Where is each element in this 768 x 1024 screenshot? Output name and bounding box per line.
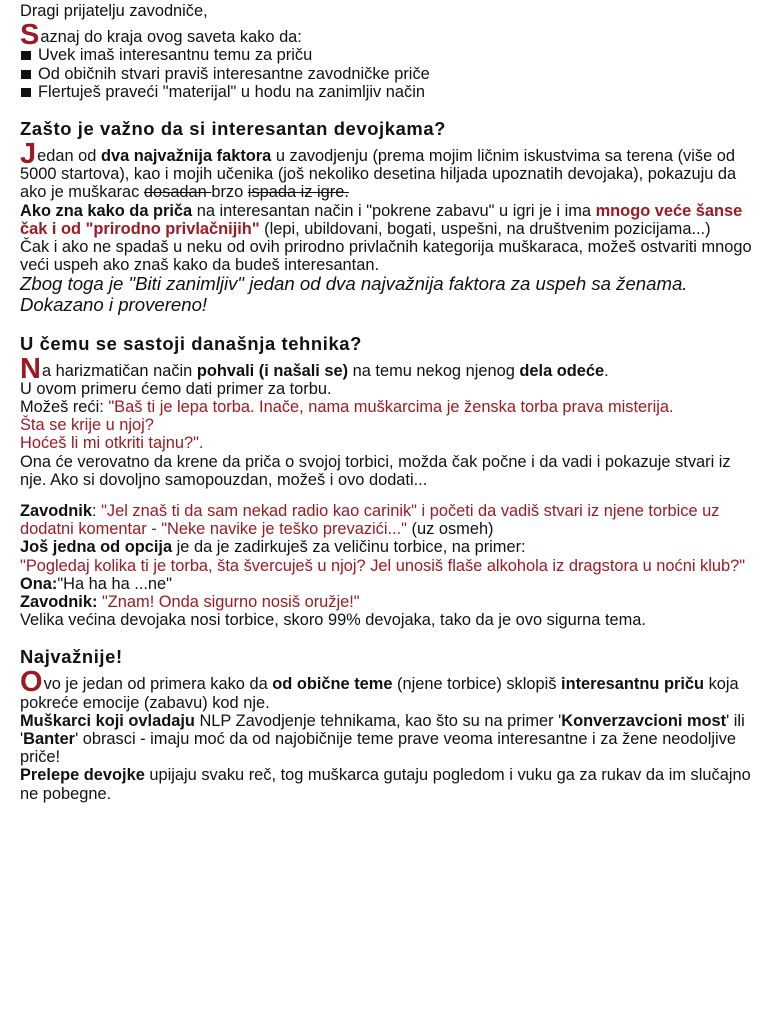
list-item: Od običnih stvari praviš interesantne zavodničke priče [20, 65, 760, 83]
greeting: Dragi prijatelju zavodniče, [20, 2, 208, 20]
intro-paragraph: Saznaj do kraja ovog saveta kako da: [20, 19, 302, 52]
benefit-list [20, 46, 760, 101]
body-paragraph: Ona će verovatno da krene da priča o svojoj torbici, možda čak počne i da vadi i pokazuje stvari iz nje. Ako si dovoljno samopouzdan, možeš i ovo dodati... [20, 452, 731, 489]
section-heading: Najvažnije! [20, 646, 123, 668]
spacer [20, 629, 760, 647]
emphasis-paragraph: Zbog toga je "Biti zanimljiv" jedan od dva najvažnija faktora za uspeh sa ženama. Dokazano i provereno! [20, 273, 688, 316]
body-paragraph: U ovom primeru ćemo dati primer za torbu. [20, 379, 332, 398]
body-paragraph: Velika većina devojaka nosi torbice, skoro 99% devojaka, tako da je ovo sigurna tema. [20, 611, 646, 630]
spacer [20, 489, 760, 502]
quote-line: "Pogledaj kolika ti je torba, šta švercuješ u njoj? Jel unosiš flaše alkohola iz dragstora u noćni klub?" [20, 556, 746, 575]
dialogue-line: Ona:"Ha ha ha ...ne" [20, 574, 172, 593]
quote-line: Šta se krije u njoj? [20, 416, 154, 435]
body-paragraph: Muškarci koji ovladaju NLP Zavodjenje tehnikama, kao što su na primer 'Konverzavcioni most' ili 'Banter' obrasci - imaju moć da od najobičnije teme prave veoma interesantne i za žene neodoljive priče! [20, 711, 745, 767]
square-bullet-icon [21, 70, 31, 79]
body-paragraph: Prelepe devojke upijaju svaku reč, tog muškarca gutaju pogledom i vuku ga za rukav da im slučajno ne pobegne. [20, 766, 751, 803]
dialogue-line: Zavodnik: "Znam! Onda sigurno nosiš oružje!" [20, 593, 360, 612]
drop-cap: J [20, 138, 37, 171]
drop-cap: S [20, 19, 40, 52]
quote-line: Hoćeš li mi otkriti tajnu?". [20, 434, 204, 453]
body-paragraph: Još jedna od opcija je da je zadirkuješ za veličinu torbice, na primer: [20, 538, 526, 557]
square-bullet-icon [21, 51, 31, 60]
body-paragraph: Možeš reći: "Baš ti je lepa torba. Inače, nama muškarcima je ženska torba prava misterija. [20, 398, 674, 417]
body-paragraph: Ovo je jedan od primera kako da od obične teme (njene torbice) sklopiš interesantnu priču koja pokreće emocije (zabavu) kod nje. [20, 666, 739, 712]
spacer [20, 316, 760, 334]
body-paragraph: Ako zna kako da priča na interesantan način i "pokrene zabavu" u igri je i ima mnogo veće šanse čak i od "prirodno privlačnijih" (lepi, ubildovani, bogati, uspešni, na društvenim pozicijama...) [20, 201, 743, 238]
list-item: Flertuješ praveći "materijal" u hodu na zanimljiv način [20, 83, 760, 101]
section-heading: Zašto je važno da si interesantan devojkama? [20, 118, 447, 140]
spacer [20, 101, 760, 119]
drop-cap: N [20, 352, 41, 385]
dialogue-line: Zavodnik: "Jel znaš ti da sam nekad radio kao carinik" i početi da vadiš stvari iz njene torbice uz dodatni komentar - "Neke navike je teško prevazići..." (uz osmeh) [20, 502, 720, 539]
body-paragraph: Jedan od dva najvažnija faktora u zavodjenju (prema mojim ličnim iskustvima sa terena (više od 5000 startova), kao i mojih učenika (još nekoliko desetina hiljada upoznatih devojaka), pokazuju da ako je muškarac dosadan brzo ispada iz igre. [20, 138, 737, 202]
body-paragraph: Čak i ako ne spadaš u neku od ovih prirodno privlačnih kategorija muškaraca, možeš ostvariti mnogo veći uspeh ako znaš kako da budeš interesantan. [20, 238, 752, 275]
square-bullet-icon [21, 88, 31, 97]
body-paragraph: Na harizmatičan način pohvali (i našali se) na temu nekog njenog dela odeće. [20, 352, 609, 385]
drop-cap: O [20, 666, 43, 699]
list-item: Uvek imaš interesantnu temu za priču [20, 46, 760, 64]
section-heading: U čemu se sastoji današnja tehnika? [20, 332, 362, 354]
